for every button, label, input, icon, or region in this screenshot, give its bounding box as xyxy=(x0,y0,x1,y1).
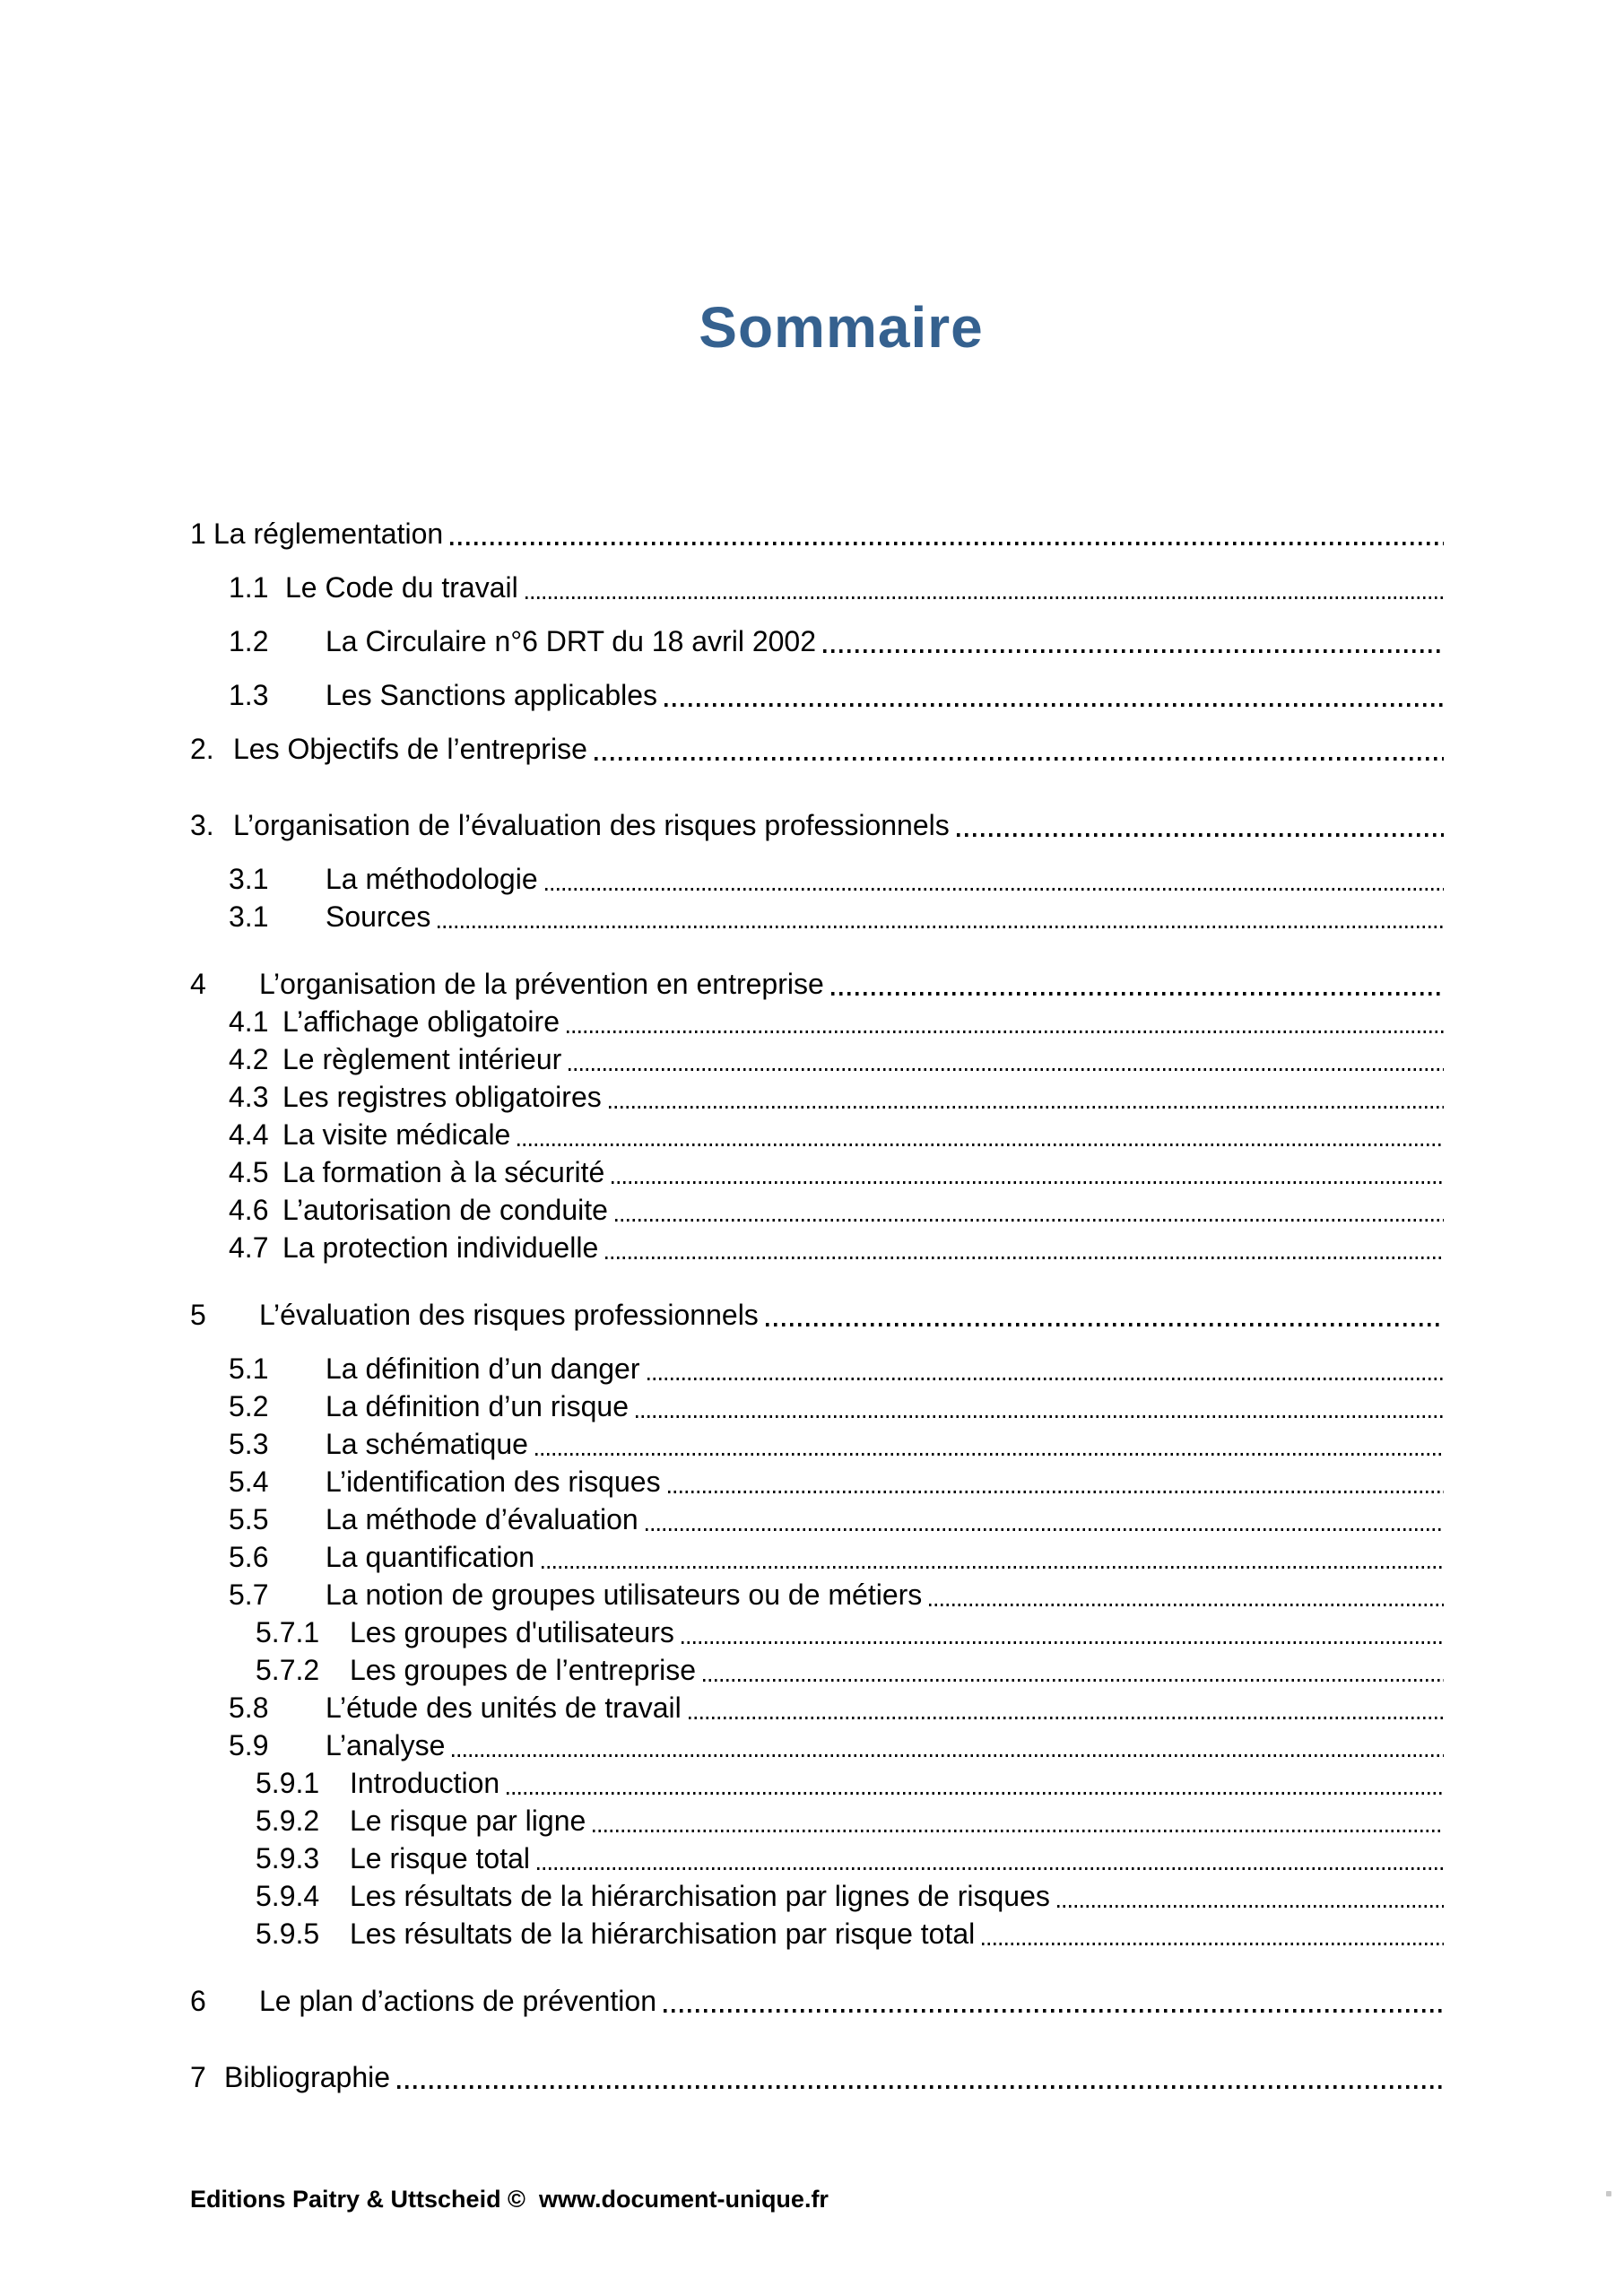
toc-entry-number: 1.2 xyxy=(229,625,269,657)
toc-entry-label: Introduction xyxy=(350,1767,500,1799)
dotted-leader xyxy=(452,1754,1444,1757)
toc-entry-label: L’organisation de la prévention en entreprise xyxy=(259,968,824,1000)
dotted-leader xyxy=(612,1181,1444,1184)
toc-entry-number: 1.3 xyxy=(229,679,269,711)
toc-entry-number: 5.9.4 xyxy=(256,1880,320,1912)
toc-entry-label: Sources xyxy=(326,900,431,933)
toc-entry xyxy=(190,731,1444,767)
toc-entry-number: 4.1 xyxy=(229,1005,269,1038)
toc-entry xyxy=(190,1878,1444,1914)
dotted-leader xyxy=(569,1068,1444,1071)
toc-entry xyxy=(190,1840,1444,1876)
dotted-leader xyxy=(595,757,1444,761)
dotted-leader xyxy=(567,1031,1444,1033)
toc-entry-number: 4.5 xyxy=(229,1156,269,1188)
toc-entry xyxy=(190,1117,1444,1152)
toc-entry xyxy=(190,1652,1444,1688)
toc-entry xyxy=(190,1803,1444,1839)
toc-entry-number: 5.9.5 xyxy=(256,1918,320,1950)
toc-entry xyxy=(190,1727,1444,1763)
dotted-leader xyxy=(682,1641,1444,1644)
page-footer: Editions Paitry & Uttscheid © www.document-unique.fr xyxy=(190,2186,829,2213)
toc-entry-label: La réglementation xyxy=(213,517,444,550)
toc-entry-number: 6 xyxy=(190,1985,206,2017)
dotted-leader xyxy=(615,1219,1444,1222)
dotted-leader xyxy=(537,1867,1444,1870)
toc-entry-label: La méthode d’évaluation xyxy=(326,1503,638,1535)
toc-entry xyxy=(190,1388,1444,1424)
dotted-leader xyxy=(545,888,1444,891)
toc-entry-number: 5.9.1 xyxy=(256,1767,320,1799)
dotted-leader xyxy=(982,1943,1444,1945)
toc-entry-label: L’évaluation des risques professionnels xyxy=(259,1299,759,1331)
toc-entry-label: Les Objectifs de l’entreprise xyxy=(233,733,587,765)
dotted-leader xyxy=(593,1830,1444,1832)
toc-entry-label: Les résultats de la hiérarchisation par lignes de risques xyxy=(350,1880,1050,1912)
toc-entry-label: Le plan d’actions de prévention xyxy=(259,1985,656,2017)
toc-entry-number: 4.3 xyxy=(229,1081,269,1113)
toc-entry xyxy=(190,570,1444,605)
toc-entry xyxy=(190,1501,1444,1537)
toc-entry-label: Le risque par ligne xyxy=(350,1805,586,1837)
dotted-leader xyxy=(929,1604,1444,1606)
toc-entry-number: 3.1 xyxy=(229,900,269,933)
toc-entry-label: La schématique xyxy=(326,1428,528,1460)
toc-entry-number: 4.7 xyxy=(229,1231,269,1264)
dotted-leader xyxy=(823,649,1444,653)
toc-entry-label: Le règlement intérieur xyxy=(282,1043,562,1075)
toc-entry-number: 5.2 xyxy=(229,1390,269,1422)
toc-entry-label: La protection individuelle xyxy=(282,1231,599,1264)
toc-entry-label: L’organisation de l’évaluation des risques professionnels xyxy=(233,809,950,841)
toc-entry xyxy=(190,623,1444,659)
scan-artifact-dot xyxy=(1606,2191,1611,2196)
toc-entry xyxy=(190,1690,1444,1726)
toc-entry xyxy=(190,1539,1444,1575)
toc-entry-label: La définition d’un danger xyxy=(326,1352,640,1385)
toc-entry-number: 4.2 xyxy=(229,1043,269,1075)
toc-entry-label: La quantification xyxy=(326,1541,535,1573)
toc-entry xyxy=(190,1079,1444,1115)
dotted-leader xyxy=(1057,1905,1444,1908)
toc-entry xyxy=(190,1004,1444,1039)
toc-entry-label: La visite médicale xyxy=(282,1118,511,1151)
toc-entry-label: Le risque total xyxy=(350,1842,531,1874)
toc-entry xyxy=(190,1765,1444,1801)
toc-entry xyxy=(190,516,1444,552)
toc-entry-label: L’autorisation de conduite xyxy=(282,1194,608,1226)
toc-entry-label: Bibliographie xyxy=(224,2061,391,2093)
toc-entry xyxy=(190,899,1444,935)
toc-entry-number: 5.7.1 xyxy=(256,1616,320,1648)
toc-entry xyxy=(190,966,1444,1002)
toc-entry-number: 7 xyxy=(190,2061,206,2093)
toc-entry-label: Les groupes de l’entreprise xyxy=(350,1654,697,1686)
toc-entry-number: 5.9.3 xyxy=(256,1842,320,1874)
dotted-leader xyxy=(703,1679,1444,1682)
dotted-leader xyxy=(689,1717,1444,1719)
dotted-leader xyxy=(636,1415,1444,1418)
dotted-leader xyxy=(646,1528,1444,1531)
toc-entry-number: 1 xyxy=(190,517,206,550)
toc-entry-number: 5.1 xyxy=(229,1352,269,1385)
toc-entry xyxy=(190,2059,1444,2095)
toc-entry-number: 3. xyxy=(190,809,214,841)
dotted-leader xyxy=(609,1106,1444,1109)
toc-entry xyxy=(190,1297,1444,1333)
dotted-leader xyxy=(766,1323,1444,1326)
toc-list xyxy=(190,516,1444,2095)
dotted-leader xyxy=(542,1566,1444,1569)
dotted-leader xyxy=(507,1792,1444,1795)
toc-entry-number: 5.8 xyxy=(229,1692,269,1724)
toc-entry-label: L’affichage obligatoire xyxy=(282,1005,560,1038)
toc-entry-number: 5.9 xyxy=(229,1729,269,1761)
toc-entry-number: 4.6 xyxy=(229,1194,269,1226)
toc-entry-number: 5.6 xyxy=(229,1541,269,1573)
toc-entry-label: La définition d’un risque xyxy=(326,1390,630,1422)
dotted-leader xyxy=(664,703,1444,707)
toc-entry xyxy=(190,807,1444,843)
toc-entry-label: La notion de groupes utilisateurs ou de métiers xyxy=(326,1578,923,1611)
dotted-leader xyxy=(438,926,1444,928)
toc-entry-label: L’analyse xyxy=(326,1729,446,1761)
toc-entry xyxy=(190,677,1444,713)
toc-entry xyxy=(190,1464,1444,1500)
dotted-leader xyxy=(525,596,1444,599)
toc-entry-number: 5.9.2 xyxy=(256,1805,320,1837)
toc-entry-number: 4 xyxy=(190,968,206,1000)
toc-entry xyxy=(190,1426,1444,1462)
toc-entry-number: 1.1 xyxy=(229,571,269,604)
toc-entry-number: 5.4 xyxy=(229,1465,269,1498)
toc-entry xyxy=(190,1916,1444,1952)
toc-entry-number: 4.4 xyxy=(229,1118,269,1151)
toc-entry xyxy=(190,1577,1444,1613)
toc-entry xyxy=(190,861,1444,897)
toc-entry-number: 5.5 xyxy=(229,1503,269,1535)
dotted-leader xyxy=(450,542,1444,545)
dotted-leader xyxy=(664,2009,1444,2013)
dotted-leader xyxy=(957,833,1444,837)
toc-entry xyxy=(190,1351,1444,1387)
toc-entry-label: Le Code du travail xyxy=(285,571,518,604)
toc-entry-label: La méthodologie xyxy=(326,863,538,895)
toc-entry-label: La formation à la sécurité xyxy=(282,1156,605,1188)
toc-entry-label: Les résultats de la hiérarchisation par risque total xyxy=(350,1918,976,1950)
toc-entry xyxy=(190,1192,1444,1228)
dotted-leader xyxy=(605,1257,1444,1259)
toc-entry xyxy=(190,1154,1444,1190)
toc-entry xyxy=(190,1041,1444,1077)
toc-entry xyxy=(190,1230,1444,1265)
toc-entry-label: Les registres obligatoires xyxy=(282,1081,602,1113)
toc-entry-number: 5.7.2 xyxy=(256,1654,320,1686)
toc-entry-label: Les Sanctions applicables xyxy=(326,679,658,711)
toc-entry-label: La Circulaire n°6 DRT du 18 avril 2002 xyxy=(326,625,817,657)
toc-entry-number: 5 xyxy=(190,1299,206,1331)
page-title: Sommaire xyxy=(699,295,984,360)
toc-entry xyxy=(190,1614,1444,1650)
toc-entry-number: 2. xyxy=(190,733,214,765)
toc-entry-number: 5.7 xyxy=(229,1578,269,1611)
toc-entry-label: Les groupes d'utilisateurs xyxy=(350,1616,674,1648)
toc-entry-label: L’identification des risques xyxy=(326,1465,661,1498)
toc-entry xyxy=(190,1983,1444,2019)
dotted-leader xyxy=(831,992,1444,996)
toc-entry-label: L’étude des unités de travail xyxy=(326,1692,682,1724)
dotted-leader xyxy=(397,2085,1444,2089)
toc-entry-number: 3.1 xyxy=(229,863,269,895)
dotted-leader xyxy=(668,1491,1444,1493)
toc-entry-number: 5.3 xyxy=(229,1428,269,1460)
dotted-leader xyxy=(647,1378,1445,1380)
dotted-leader xyxy=(517,1144,1444,1146)
dotted-leader xyxy=(535,1453,1444,1456)
